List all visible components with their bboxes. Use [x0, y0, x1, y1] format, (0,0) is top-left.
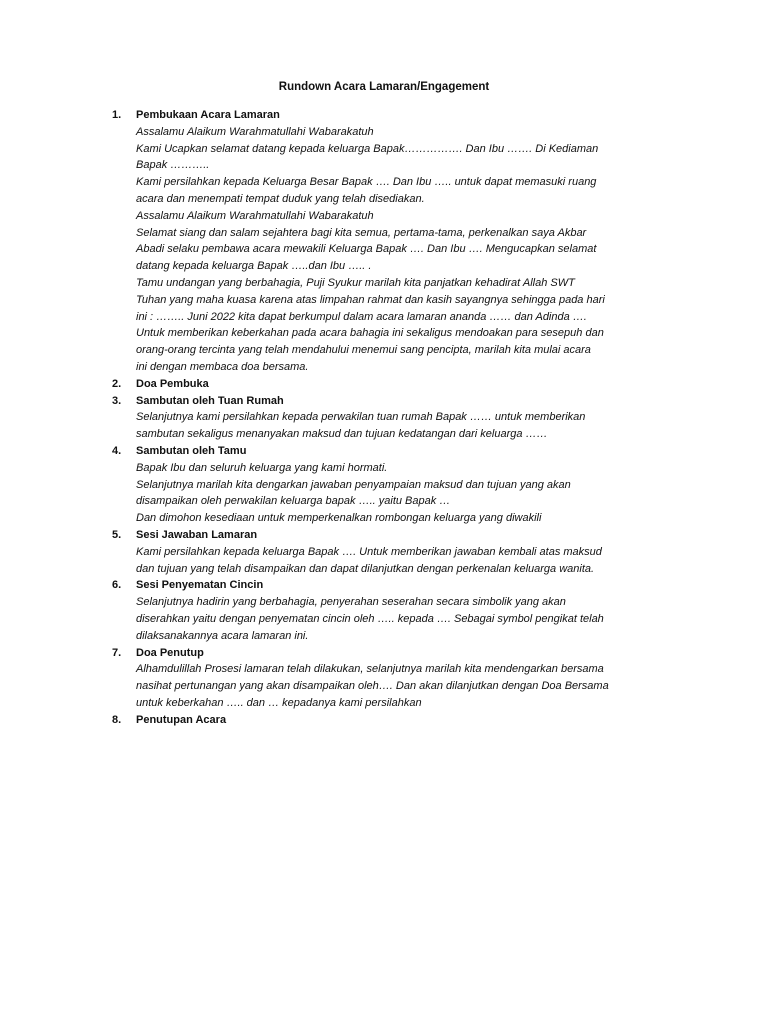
section-heading: Sambutan oleh Tuan Rumah [136, 394, 284, 407]
section-text-line: orang-orang tercinta yang telah mendahului menemui sang pencipta, marilah kita mulai acara [136, 344, 591, 357]
rundown-section [112, 443, 687, 527]
section-text-line: Assalamu Alaikum Warahmatullahi Wabarakatuh [136, 125, 374, 138]
section-text-line: Kami persilahkan kepada keluarga Bapak …. Untuk memberikan jawaban kembali atas maksud [136, 545, 602, 558]
section-text-line: Selamat siang dan salam sejahtera bagi kita semua, pertama-tama, perkenalkan saya Akbar [136, 226, 587, 239]
section-text-line: acara dan menempati tempat duduk yang telah disediakan. [136, 192, 425, 205]
section-number: 8. [112, 713, 122, 726]
section-number: 4. [112, 444, 122, 457]
section-text-line: Selanjutnya hadirin yang berbahagia, penyerahan seserahan secara simbolik yang akan [136, 596, 566, 609]
section-text-line: Abadi selaku pembawa acara mewakili Keluarga Bapak …. Dan Ibu …. Mengucapkan selamat [136, 243, 597, 256]
section-heading: Pembukaan Acara Lamaran [136, 109, 280, 121]
section-text-line: dan tujuan yang telah disampaikan dan dapat dilanjutkan dengan perkenalan keluarga wanita. [136, 562, 595, 575]
rundown-section [112, 712, 687, 729]
section-text-line: Selanjutnya marilah kita dengarkan jawaban penyampaian maksud dan tujuan yang akan [136, 478, 571, 491]
section-number: 6. [112, 579, 122, 592]
section-text-line: Dan dimohon kesediaan untuk memperkenalkan rombongan keluarga yang diwakili [136, 512, 542, 525]
section-text-line: Alhamdulillah Prosesi lamaran telah dilakukan, selanjutnya marilah kita mendengarkan bersama [136, 663, 604, 676]
rundown-section [112, 577, 687, 644]
section-text-line: dilaksanakannya acara lamaran ini. [136, 629, 309, 642]
section-text-line: Kami Ucapkan selamat datang kepada keluarga Bapak……………. Dan Ibu ……. Di Kediaman [136, 142, 599, 155]
rundown-section [112, 645, 687, 712]
section-number: 5. [112, 528, 122, 541]
section-text-line: Bapak ……….. [136, 159, 210, 172]
document-title: Rundown Acara Lamaran/Engagement [278, 81, 490, 93]
section-heading: Sesi Penyematan Cincin [136, 579, 264, 592]
section-number: 3. [112, 394, 122, 407]
rundown-section [112, 393, 687, 443]
section-text-line: Bapak Ibu dan seluruh keluarga yang kami hormati. [136, 461, 388, 474]
section-heading: Sesi Jawaban Lamaran [136, 528, 258, 541]
rundown-list [112, 107, 687, 728]
rundown-section [112, 527, 687, 577]
section-heading: Doa Pembuka [136, 377, 209, 390]
section-text-line: Tuhan yang maha kuasa karena atas limpahan rahmat dan kasih sayangnya sehingga pada hari [136, 293, 605, 306]
section-text-line: Tamu undangan yang berbahagia, Puji Syukur marilah kita panjatkan kehadirat Allah SWT [136, 276, 575, 289]
section-heading: Sambutan oleh Tamu [136, 444, 247, 457]
section-number: 1. [112, 109, 122, 121]
section-text-line: Untuk memberikan keberkahan pada acara bahagia ini sekaligus mendoakan para sesepuh dan [136, 327, 604, 340]
section-text-line: disampaikan oleh perwakilan keluarga bapak ….. yaitu Bapak … [136, 495, 451, 508]
section-number: 7. [112, 646, 122, 659]
section-text-line: Assalamu Alaikum Warahmatullahi Wabarakatuh [136, 209, 374, 222]
section-text-line: nasihat pertunangan yang akan disampaikan oleh…. Dan akan dilanjutkan dengan Doa Bersama [136, 680, 609, 693]
section-text-line: ini : …….. Juni 2022 kita dapat berkumpul dalam acara lamaran ananda …… dan Adinda …. [136, 310, 587, 323]
section-number: 2. [112, 377, 122, 390]
section-heading: Penutupan Acara [136, 713, 227, 726]
section-text-line: diserahkan yaitu dengan penyematan cincin oleh ….. kepada …. Sebagai symbol pengikat telah [136, 612, 604, 625]
section-text-line: Selanjutnya kami persilahkan kepada perwakilan tuan rumah Bapak …… untuk memberikan [136, 411, 586, 424]
section-text-line: untuk keberkahan ….. dan … kepadanya kami persilahkan [136, 696, 422, 709]
section-text-line: Kami persilahkan kepada Keluarga Besar Bapak …. Dan Ibu ….. untuk dapat memasuki ruang [136, 176, 597, 189]
section-text-line: ini dengan membaca doa bersama. [136, 360, 309, 373]
section-heading: Doa Penutup [136, 646, 204, 659]
section-text-line: datang kepada keluarga Bapak …..dan Ibu ….. . [136, 260, 372, 273]
rundown-section [112, 376, 687, 393]
rundown-section [112, 107, 687, 376]
section-text-line: sambutan sekaligus menanyakan maksud dan tujuan kedatangan dari keluarga …… [136, 428, 548, 441]
